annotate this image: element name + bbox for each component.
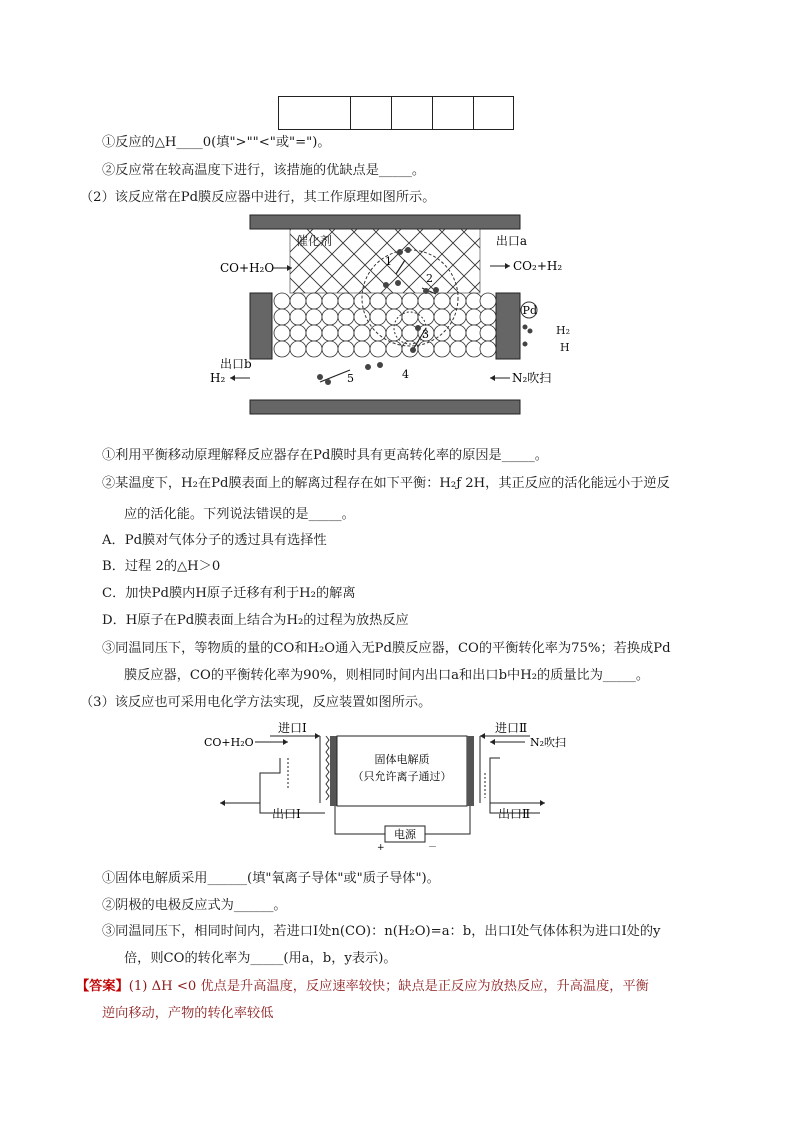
option-d: D．H原子在Pd膜表面上结合为H₂的过程为放热反应 (102, 613, 409, 628)
minus-sign: － (428, 843, 438, 853)
legend-pd: Pd (522, 304, 537, 317)
part3-question-2: ②阴极的电极反应式为______。 (102, 898, 287, 913)
top-table (278, 96, 514, 130)
answer-line-2: 逆向移动，产物的转化率较低 (102, 1006, 274, 1021)
step-label: 1 (385, 255, 392, 268)
outlet-a-gas: CO₂+H₂ (513, 259, 563, 273)
legend-h-symbol (523, 342, 528, 347)
outlet-b-label: 出口b (220, 357, 252, 371)
part3-intro: （3）该反应也可采用电化学方法实现，反应装置如图所示。 (80, 695, 432, 710)
part3-question-1: ①固体电解质采用______(填"氧离子导体"或"质子导体")。 (102, 871, 440, 886)
legend-h-label: H (560, 341, 570, 354)
pd-membrane (274, 293, 496, 357)
answer-text: (1) ΔH <0 优点是升高温度，反应速率较快；缺点是正反应为放热反应，升高温度，平衡 (128, 979, 649, 994)
inlet-1-label: 进口Ⅰ (278, 721, 307, 735)
legend-h2-label: H₂ (556, 324, 571, 337)
step-label: 3 (422, 328, 429, 341)
left-seal (250, 293, 272, 359)
option-b: B．过程 2的△H＞0 (102, 559, 221, 574)
bottom-plate (250, 400, 520, 414)
inlet-2-label: 进口Ⅱ (495, 721, 528, 735)
legend-h2-symbol (523, 325, 528, 330)
outlet-1-label: 出口Ⅰ (272, 807, 301, 821)
step-label: 5 (347, 372, 354, 385)
right-seal (496, 293, 520, 359)
answer-line-1 (76, 978, 649, 996)
table-divider (432, 97, 433, 129)
left-channel (260, 736, 325, 813)
sweep-label-2: N₂吹扫 (530, 736, 567, 749)
outlet-a-label: 出口a (495, 234, 527, 248)
pd-membrane-reactor-diagram (200, 210, 563, 420)
sweep-label: N₂吹扫 (512, 371, 552, 385)
inlet-label: CO+H₂O (220, 261, 275, 275)
power-label: 电源 (394, 828, 416, 841)
step-label: 2 (426, 272, 433, 285)
top-plate (250, 215, 520, 229)
left-electrode (330, 736, 337, 806)
option-a: A．Pd膜对气体分子的透过具有选择性 (102, 533, 327, 548)
electrolyte-note: （只允许离子通过） (352, 770, 452, 783)
answer-tag: 【答案】 (76, 979, 129, 994)
part1-question-1: ①反应的△H____0(填">""<"或"=")。 (102, 135, 331, 150)
outlet-2-label: 出口Ⅱ (498, 807, 531, 821)
step-label: 4 (402, 368, 409, 381)
electrolyte-label: 固体电解质 (374, 753, 430, 766)
outlet-b-gas: H₂ (210, 371, 226, 385)
table-divider (391, 97, 392, 129)
part1-question-2: ②反应常在较高温度下进行，该措施的优缺点是_____。 (102, 163, 426, 178)
table-divider (350, 97, 351, 129)
option-c: C．加快Pd膜内H原子迁移有利于H₂的解离 (102, 586, 356, 601)
part3-question-3-line1: ③同温同压下，相同时间内，若进口Ⅰ处n(CO)：n(H₂O)=a：b，出口Ⅰ处气体体积为进口Ⅰ处的y (102, 924, 661, 939)
electrochemical-cell-diagram (200, 718, 570, 853)
part3-question-3-line2: 倍，则CO的转化率为_____(用a，b，y表示)。 (124, 951, 397, 966)
right-electrode (467, 736, 474, 806)
part2-intro: （2）该反应常在Pd膜反应器中进行，其工作原理如图所示。 (80, 190, 436, 205)
table-divider (473, 97, 474, 129)
part2-question-3-line1: ③同温同压下，等物质的量的CO和H₂O通入无Pd膜反应器，CO的平衡转化率为75%；若换成Pd (102, 641, 671, 656)
plus-sign: + (377, 843, 385, 853)
part2-question-2-line2: 应的活化能。下列说法错误的是_____。 (124, 507, 355, 522)
catalyst-label: 催化剂 (296, 234, 333, 248)
feed-label: CO+H₂O (204, 736, 254, 749)
part2-question-2-line1: ②某温度下，H₂在Pd膜表面上的解离过程存在如下平衡：H₂ƒ 2H，其正反应的活化能远小于逆反 (102, 476, 670, 491)
part2-question-1: ①利用平衡移动原理解释反应器存在Pd膜时具有更高转化率的原因是_____。 (102, 448, 548, 463)
part2-question-3-line2: 膜反应器，CO的平衡转化率为90%，则相同时间内出口a和出口b中H₂的质量比为_____。 (124, 668, 650, 683)
